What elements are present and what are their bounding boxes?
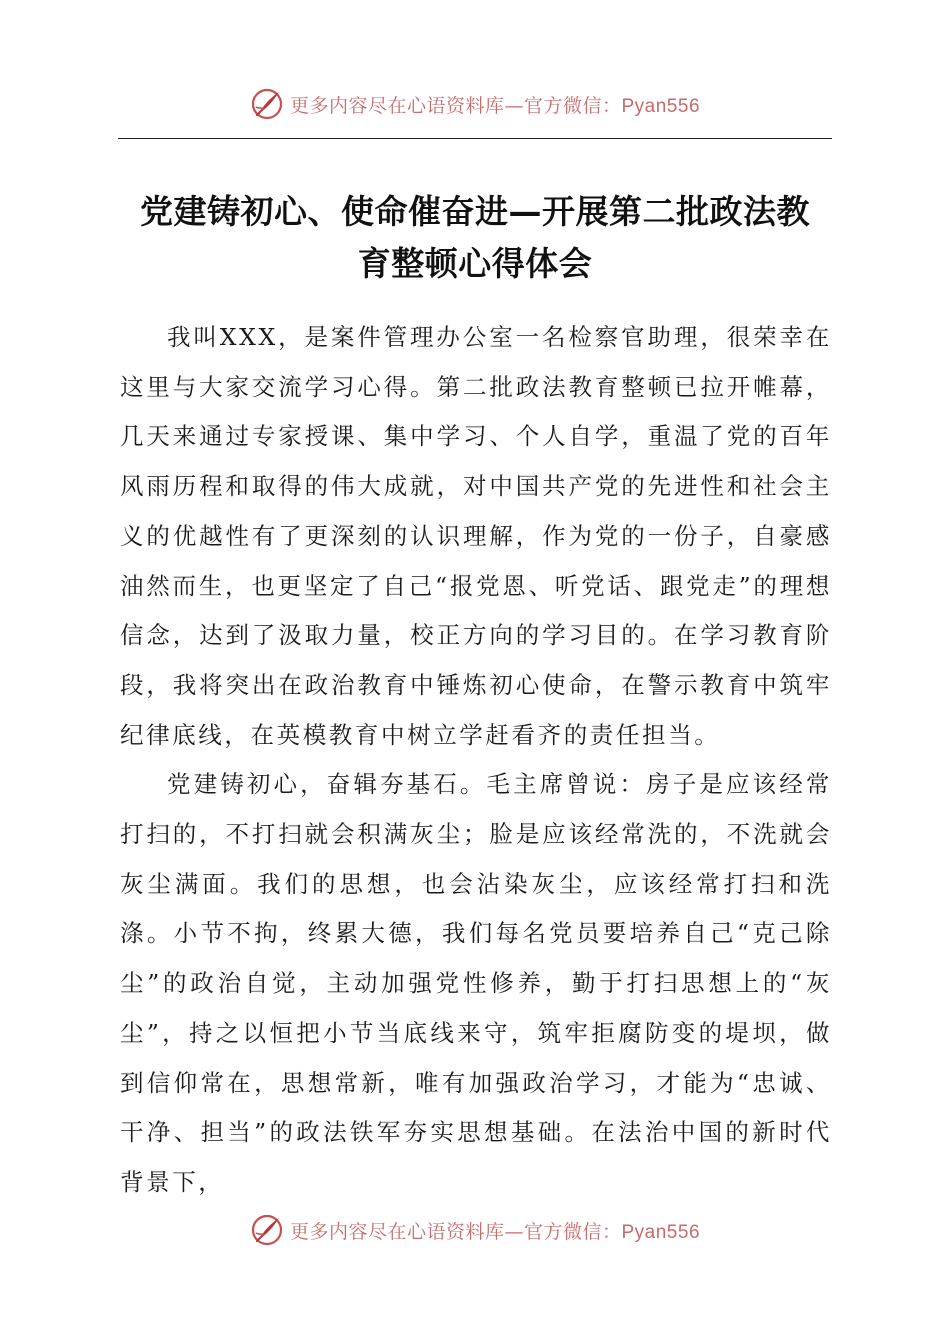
quill-logo-icon (250, 1213, 284, 1247)
footer-banner (0, 1210, 950, 1250)
header-banner (0, 84, 950, 124)
quill-logo-icon (250, 87, 284, 121)
body-paragraph-1: 我叫XXX，是案件管理办公室一名检察官助理，很荣幸在这里与大家交流学习心得。第二批政法教育整顿已拉开帷幕，几天来通过专家授课、集中学习、个人自学，重温了党的百年风雨历程和取得的伟大成就，对中国共产党的先进性和社会主义的优越性有了更深刻的认识理解，作为党的一份子，自豪感油然而生，也更坚定了自己“报党恩、听党话、跟党走”的理想信念，达到了汲取力量，校正方向的学习目的。在学习教育阶段，我将突出在政治教育中锤炼初心使命，在警示教育中筑牢纪律底线，在英模教育中树立学赶看齐的责任担当。 (120, 323, 832, 749)
footer-wechat-id: Pyan556 (621, 1221, 701, 1243)
document-title (110, 186, 840, 290)
footer-banner-text: 更多内容尽在心语资料库—官方微信：Pyan556 (289, 1220, 701, 1243)
document-body (120, 313, 832, 1208)
header-wechat-id: Pyan556 (621, 95, 701, 117)
document-title-line-1: 党建铸初心、使命催奋进—开展第二批政法教 (140, 192, 810, 231)
header-divider (118, 138, 832, 139)
body-paragraph-2: 党建铸初心，奋辑夯基石。毛主席曾说：房子是应该经常打扫的，不打扫就会积满灰尘；脸是应该经常洗的，不洗就会灰尘满面。我们的思想，也会沾染灰尘，应该经常打扫和洗涤。小节不拘，终累大德，我们每名党员要培养自己“克己除尘”的政治自觉，主动加强党性修养，勤于打扫思想上的“灰尘”，持之以恒把小节当底线来守，筑牢拒腐防变的堤坝，做到信仰常在，思想常新，唯有加强政治学习，才能为“忠诚、干净、担当”的政法铁军夯实思想基础。在法治中国的新时代背景下， (120, 770, 832, 1196)
document-title-line-2: 育整顿心得体会 (357, 244, 593, 283)
header-banner-text: 更多内容尽在心语资料库—官方微信：Pyan556 (289, 94, 701, 117)
